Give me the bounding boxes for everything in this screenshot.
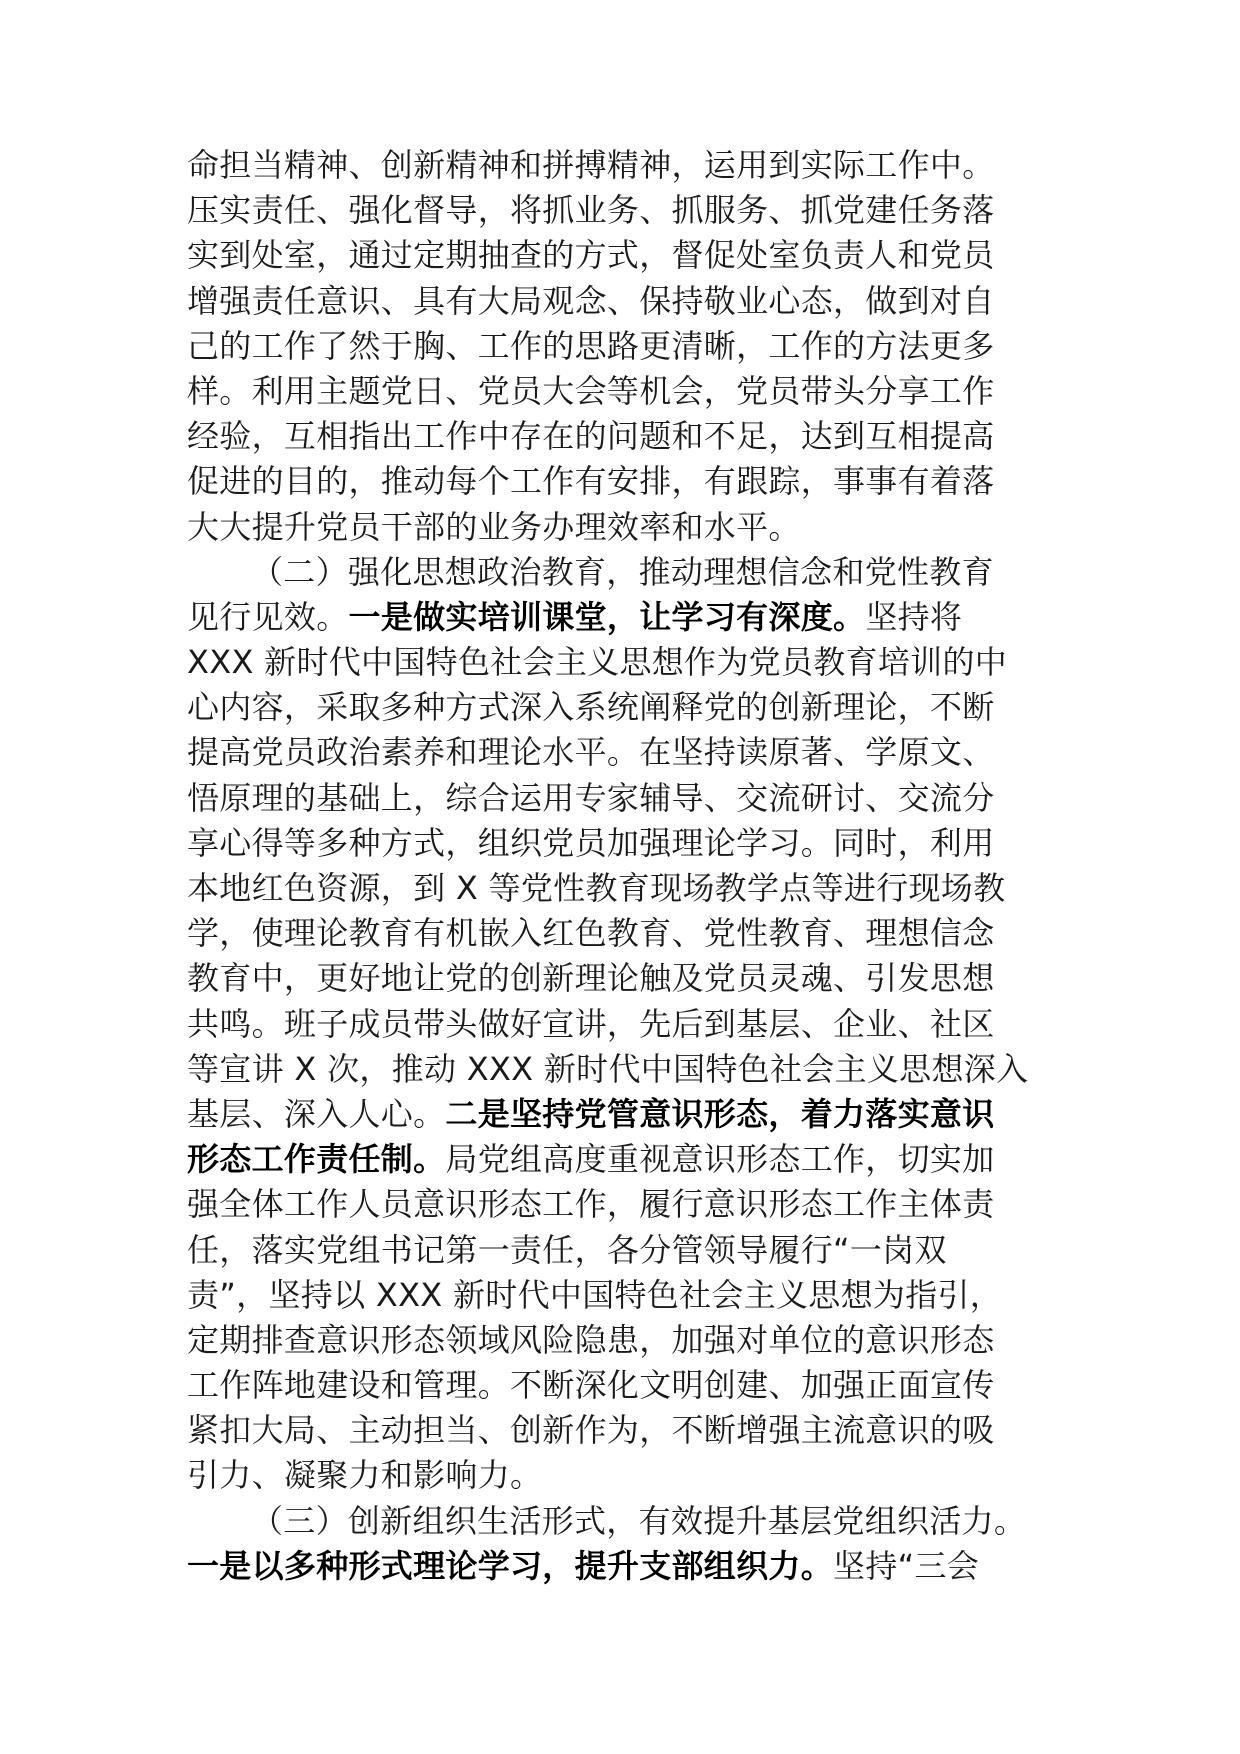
text-span: 心内容，采取多种方式深入系统阐释党的创新理论，不断 [187, 688, 995, 727]
text-line [187, 1092, 1067, 1137]
text-span: 己的工作了然于胸、工作的思路更清晰，工作的方法更多 [187, 326, 995, 365]
text-line [187, 414, 1067, 459]
text-span: 教育中，更好地让党的创新理论触及党员灵魂、引发思想 [187, 959, 995, 998]
text-line [187, 143, 1067, 188]
text-span: 实到处室，通过定期抽查的方式，督促处室负责人和党员 [187, 236, 995, 275]
text-span: （三）创新组织生活形式，有效提升基层党组织活力。 [251, 1501, 1027, 1540]
text-span: 坚持“三会 [833, 1546, 980, 1585]
text-span: 等宣讲 X 次，推动 XXX 新时代中国特色社会主义思想深入 [187, 1049, 1029, 1088]
text-span: 责”，坚持以 XXX 新时代中国特色社会主义思想为指引， [187, 1275, 1003, 1314]
text-span: 任，落实党组书记第一责任，各分管领导履行“一岗双 [187, 1230, 947, 1269]
text-span: 增强责任意识、具有大局观念、保持敬业心态，做到对自 [187, 281, 995, 320]
text-span: 享心得等多种方式，组织党员加强理论学习。同时，利用 [187, 823, 995, 862]
text-line [187, 1047, 1067, 1092]
text-line [187, 233, 1067, 278]
text-line [187, 505, 1067, 550]
text-line [187, 730, 1067, 775]
text-line [187, 550, 1067, 595]
text-line [187, 188, 1067, 233]
text-span: 本地红色资源，到 X 等党性教育现场教学点等进行现场教 [187, 869, 1006, 907]
text-line [187, 324, 1067, 369]
text-span: 提高党员政治素养和理论水平。在坚持读原著、学原文、 [187, 733, 995, 772]
bold-heading-span: 形态工作责任制。 [187, 1140, 446, 1179]
text-span: 共鸣。班子成员带头做好宣讲，先后到基层、企业、社区 [187, 1004, 995, 1043]
text-line [187, 1363, 1067, 1408]
text-span: XXX 新时代中国特色社会主义思想作为党员教育培训的中 [187, 643, 1008, 682]
text-line [187, 1273, 1067, 1318]
text-span: （二）强化思想政治教育，推动理想信念和党性教育 [251, 552, 994, 591]
text-line [187, 1453, 1067, 1498]
text-span: 悟原理的基础上，综合运用专家辅导、交流研讨、交流分 [187, 778, 995, 817]
text-line [187, 776, 1067, 821]
bold-heading-span: 一是做实培训课堂，让学习有深度。 [348, 597, 866, 636]
text-span: 坚持将 [865, 597, 963, 636]
text-span: 压实责任、强化督导，将抓业务、抓服务、抓党建任务落 [187, 191, 995, 230]
document-body [187, 143, 1067, 1589]
text-line [187, 956, 1067, 1001]
text-span: 基层、深入人心。 [187, 1094, 446, 1133]
bold-heading-span: 一是以多种形式理论学习，提升支部组织力。 [187, 1546, 834, 1585]
bold-heading-span: 二是坚持党管意识形态，着力落实意识 [445, 1094, 995, 1133]
text-line [187, 640, 1067, 685]
text-span: 紧扣大局、主动担当、创新作为，不断增强主流意识的吸 [187, 1411, 995, 1450]
text-line [187, 1002, 1067, 1047]
text-span: 促进的目的，推动每个工作有安排，有跟踪，事事有着落 [187, 462, 995, 501]
text-span: 样。利用主题党日、党员大会等机会，党员带头分享工作 [187, 371, 995, 410]
text-line [187, 369, 1067, 414]
text-line [187, 1499, 1067, 1544]
text-line [187, 1228, 1067, 1273]
text-line [187, 1318, 1067, 1363]
text-span: 定期排查意识形态领域风险隐患，加强对单位的意识形态 [187, 1320, 995, 1359]
text-line [187, 685, 1067, 730]
text-line [187, 595, 1067, 640]
text-span: 引力、凝聚力和影响力。 [187, 1456, 543, 1495]
text-line [187, 279, 1067, 324]
text-span: 大大提升党员干部的业务办理效率和水平。 [187, 507, 801, 546]
text-line [187, 821, 1067, 866]
text-span: 学，使理论教育有机嵌入红色教育、党性教育、理想信念 [187, 914, 995, 953]
text-line [187, 866, 1067, 911]
text-span: 经验，互相指出工作中存在的问题和不足，达到互相提高 [187, 417, 995, 456]
text-span: 工作阵地建设和管理。不断深化文明创建、加强正面宣传 [187, 1366, 995, 1405]
text-span: 命担当精神、创新精神和拼搏精神，运用到实际工作中。 [187, 146, 995, 184]
text-line [187, 1182, 1067, 1227]
text-span: 局党组高度重视意识形态工作，切实加 [445, 1140, 995, 1179]
text-span: 强全体工作人员意识形态工作，履行意识形态工作主体责 [187, 1185, 995, 1224]
text-line [187, 1544, 1067, 1589]
text-line [187, 459, 1067, 504]
text-line [187, 1408, 1067, 1453]
text-span: 见行见效。 [187, 597, 349, 636]
text-line [187, 1137, 1067, 1182]
text-line [187, 911, 1067, 956]
